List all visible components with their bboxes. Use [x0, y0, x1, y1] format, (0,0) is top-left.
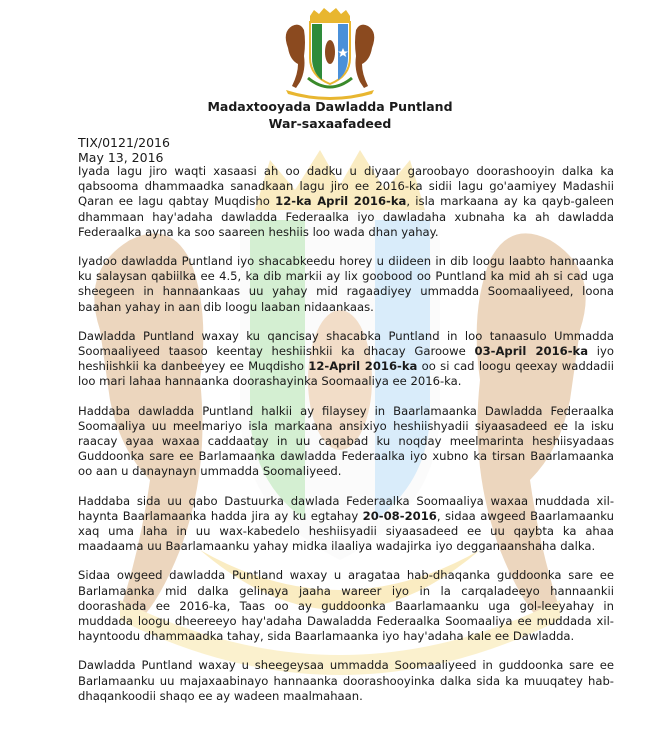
paragraph-text: , isla markaana ay ka qayb-galeen dhammaan hay'adaha dawladda Federaalka iyo dawladaha xubnaha ka ah dawladda Federaalka ayna ka soo saareen heshiis loo wada dhan yahay.: [78, 194, 614, 239]
paragraph-text: Sidaa owgeed dawladda Puntland waxay u aragataa hab-dhaqanka guddoonka sare ee Barlamaanka mid dalka gelinaya jaaha wareer iyo in la carqaladeeyo hannaankii doorashada ee 2016-ka, Taas oo ay guddoonka Baarlamaanku uga gol-leeyahay in muddada loogu dheereeyo hay'adaha Dawaladda Federaalka Soomaaliya ee muddada xil-hayntoodu dhammaadka tahay, sida Baarlamaanka iyo hay'adaha kale ee Dawladda.: [78, 568, 614, 644]
paragraph-1: [78, 164, 614, 240]
paragraph-text: Iyada lagu jiro waqti xasaasi ah oo dadku u diyaar garoobayo doorashooyin dalka ka qabsooma dhammaadka sanadkaan lagu jiro ee 2016-ka sidii lagu go'aamiyey Madashii Qaran ee lagu qabtay Muqdisho: [78, 164, 614, 209]
paragraph-date-bold: 03-April 2016-ka: [474, 344, 589, 359]
paragraph-text: Dawladda Puntland waxay ku qancisay shacabka Puntland in loo tanaasulo Ummadda Soomaaliyeed taasoo keentay heshiishkii ka dhacay Garoowe: [78, 328, 614, 359]
paragraph-4: [78, 404, 614, 480]
document-date: May 13, 2016: [78, 150, 164, 165]
paragraph-date-bold: 12-ka April 2016-ka: [275, 194, 407, 209]
paragraph-text: Haddaba sida uu qabo Dastuurka dawlada Federaalka Soomaaliya waxaa muddada xil-haynta Baarlamaanka hadda jira ay ku egtahay: [78, 493, 614, 523]
paragraph-text: Haddaba dawladda Puntland halkii ay filaysey in Baarlamaanka Dawladda Federaalka Soomaaliya uu meelmariyo isla markaana ansixiyo heshiishyadii siyaasadeed ee la isku raacay ayaa waxaa caddaatay in uu caqabad ku noqday meelmarinta heshiisyadaas Guddoonka sare ee Barlamaanka dawladda Federaalka iyo xubno ka tirsan Baarlamaanka oo aan u danaynayn ummadda Soomaliyeed.: [78, 403, 614, 479]
reference-number: TIX/0121/2016: [78, 135, 170, 150]
paragraph-date-bold: 12-April 2016-ka: [308, 359, 418, 374]
office-title: Madaxtooyada Dawladda Puntland: [207, 99, 453, 114]
paragraph-7: [78, 658, 614, 704]
puntland-coat-of-arms-icon: [268, 8, 392, 100]
paragraph-text: Iyadoo dawladda Puntland iyo shacabkeedu horey u diideen in dib loogu laabto hannaanka ku salaysan qabiilka ee 4.5, ka dib markii ay lix goobood oo Puntland ka mid ah si cad uga sheegeen in hannaankaas uu yahay mid ragaadiyey ummadda Soomaaliyeed, loona baahan yahay in aan dib loogu laaban nidaankaas.: [78, 254, 614, 314]
paragraph-3: [78, 329, 614, 390]
document-type-title: War-saxaafadeed: [268, 116, 392, 131]
paragraph-5: [78, 494, 614, 555]
paragraph-6: [78, 568, 614, 644]
paragraph-date-bold: 20-08-2016: [362, 508, 437, 523]
paragraph-text: oo si cad loogu qeexay waddadii loo mari lahaa hannaanka doorashayinka Soomaaliya ee 2016-ka.: [78, 359, 614, 389]
press-release-body: [78, 164, 614, 718]
paragraph-text: iyo heshiishkii ka danbeeyey ee Muqdisho: [78, 344, 614, 374]
paragraph-2: [78, 254, 614, 315]
paragraph-text: Dawladda Puntland waxay u sheegeysaa ummadda Soomaaliyeed in guddoonka sare ee Barlamaanku uu majaxaabinayo hannaanka doorashooyinka dalka sida ka muuqatey hab-dhaqankoodii shaqo ee ay wadeen maalmahaan.: [78, 658, 614, 703]
paragraph-text: , sidaa awgeed Baarlamaanku xaq uma laha in uu wax-kabedelo heshiisyadii siyaasadeed ee uu qaybta ka ahaa maadaama uu Baarlamaanku yahay midka ilaaliya wadajirka iyo degganaanshaha dalka.: [78, 508, 614, 554]
